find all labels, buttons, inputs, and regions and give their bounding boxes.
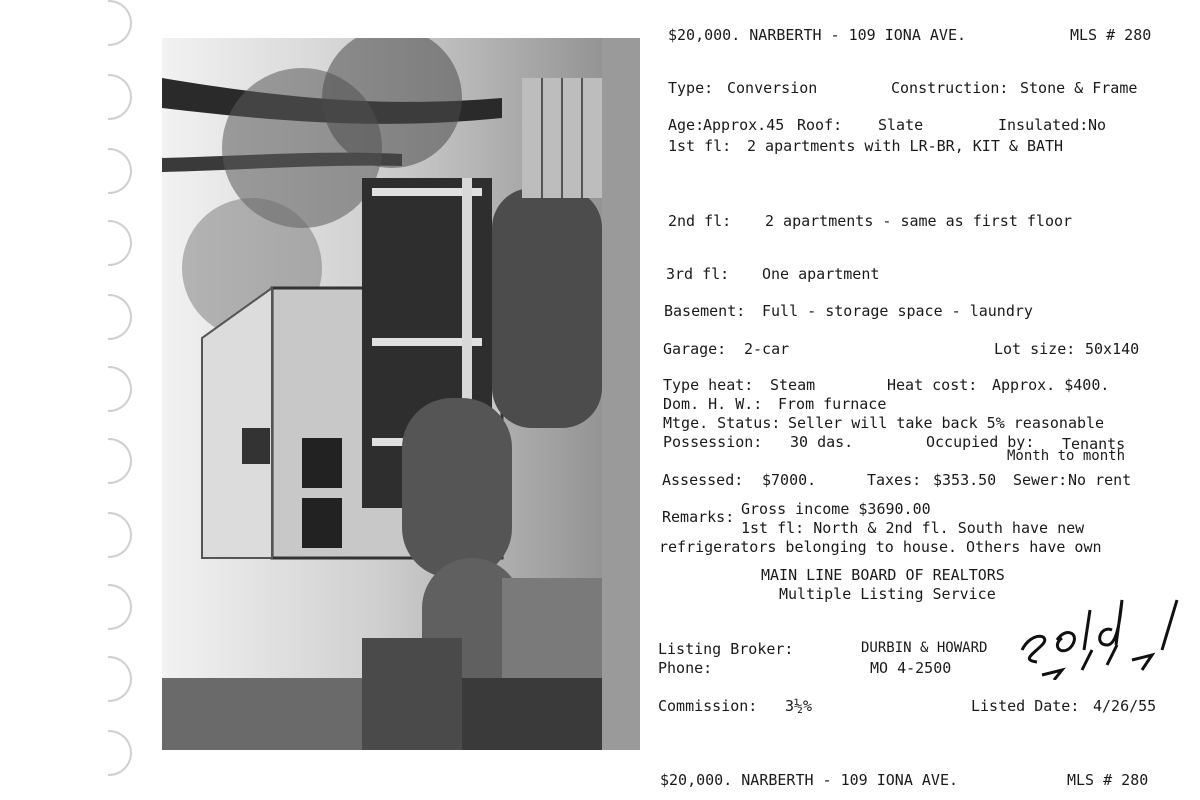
heat-cost-label: Heat cost: <box>887 376 978 394</box>
insulated-value: No <box>1088 116 1107 134</box>
binder-hole <box>108 366 132 412</box>
listing-broker-value: DURBIN & HOWARD <box>861 640 988 656</box>
basement-label: Basement: <box>664 302 746 320</box>
basement-value: Full - storage space - laundry <box>762 302 1033 320</box>
taxes-label: Taxes: <box>867 471 922 489</box>
domestic-hot-water-label: Dom. H. W.: <box>663 395 763 413</box>
footer-mls-number: MLS # 280 <box>1067 771 1149 789</box>
remarks-line-1: Gross income $3690.00 <box>741 500 931 518</box>
occupied-by-label: Occupied by: <box>926 433 1035 451</box>
assessed-label: Assessed: <box>662 471 744 489</box>
possession-value: 30 das. <box>790 433 854 451</box>
second-floor-value: 2 apartments - same as first floor <box>765 212 1073 230</box>
first-floor-label: 1st fl: <box>668 137 732 155</box>
phone-label: Phone: <box>658 659 713 677</box>
roof-value: Slate <box>878 116 924 134</box>
binder-hole <box>108 512 132 558</box>
first-floor-value: 2 apartments with LR-BR, KIT & BATH <box>747 137 1064 155</box>
age-value: Approx.45 <box>703 116 785 134</box>
handwritten-sold-note <box>1012 590 1182 680</box>
type-value: Conversion <box>727 79 818 97</box>
age-label: Age: <box>668 116 705 134</box>
insulated-label: Insulated: <box>998 116 1089 134</box>
heat-cost-value: Approx. $400. <box>992 376 1110 394</box>
commission-value: 3½% <box>785 697 813 715</box>
listed-date-value: 4/26/55 <box>1093 697 1157 715</box>
commission-label: Commission: <box>658 697 758 715</box>
house-photo-drawing <box>162 38 640 750</box>
garage-label: Garage: <box>663 340 727 358</box>
binder-hole <box>108 584 132 630</box>
third-floor-label: 3rd fl: <box>666 265 730 283</box>
lot-size-label: Lot size: <box>994 340 1076 358</box>
assessed-value: $7000. <box>762 471 817 489</box>
binder-holes <box>0 0 140 800</box>
header-price-line: $20,000. NARBERTH - 109 IONA AVE. <box>668 26 967 44</box>
mortgage-status-label: Mtge. Status: <box>663 414 781 432</box>
header-mls-number: MLS # 280 <box>1070 26 1152 44</box>
binder-hole <box>108 74 132 120</box>
binder-hole <box>108 730 132 776</box>
listed-date-label: Listed Date: <box>971 697 1080 715</box>
third-floor-value: One apartment <box>762 265 880 283</box>
remarks-line-3: refrigerators belonging to house. Others have own <box>659 538 1102 556</box>
remarks-line-2: 1st fl: North & 2nd fl. South have new <box>741 519 1085 537</box>
garage-value: 2-car <box>744 340 790 358</box>
binder-hole <box>108 0 132 46</box>
construction-label: Construction: <box>891 79 1009 97</box>
board-name: MAIN LINE BOARD OF REALTORS <box>761 566 1005 584</box>
phone-value: MO 4-2500 <box>870 659 952 677</box>
occupied-by-value: Tenants <box>1062 435 1126 453</box>
construction-value: Stone & Frame <box>1020 79 1138 97</box>
second-floor-label: 2nd fl: <box>668 212 732 230</box>
sewer-label: Sewer: <box>1013 471 1068 489</box>
binder-hole <box>108 656 132 702</box>
house-photo <box>162 38 640 750</box>
binder-hole <box>108 220 132 266</box>
possession-label: Possession: <box>663 433 763 451</box>
remarks-label: Remarks: <box>662 508 735 526</box>
mortgage-status-value: Seller will take back 5% reasonable <box>788 414 1105 432</box>
heat-type-value: Steam <box>770 376 816 394</box>
heat-type-label: Type heat: <box>663 376 754 394</box>
binder-hole <box>108 294 132 340</box>
taxes-value: $353.50 <box>933 471 997 489</box>
occupied-by-terms: Month to month <box>1007 448 1126 464</box>
footer-price-line: $20,000. NARBERTH - 109 IONA AVE. <box>660 771 959 789</box>
sewer-value: No rent <box>1068 471 1132 489</box>
type-label: Type: <box>668 79 714 97</box>
listing-broker-label: Listing Broker: <box>658 640 794 658</box>
binder-hole <box>108 438 132 484</box>
roof-label: Roof: <box>797 116 843 134</box>
lot-size-value: 50x140 <box>1085 340 1140 358</box>
domestic-hot-water-value: From furnace <box>778 395 887 413</box>
board-service: Multiple Listing Service <box>779 585 996 603</box>
binder-hole <box>108 148 132 194</box>
